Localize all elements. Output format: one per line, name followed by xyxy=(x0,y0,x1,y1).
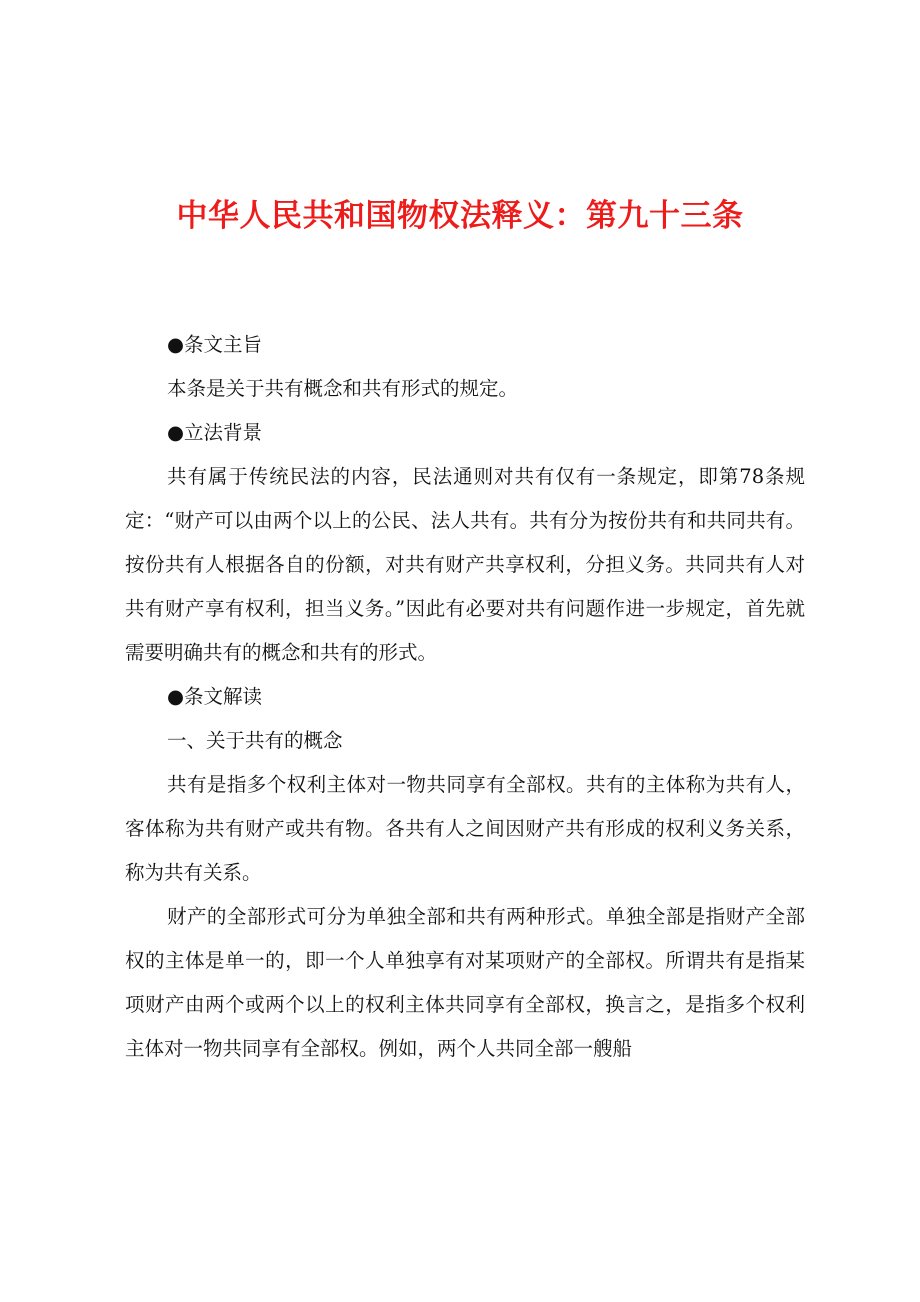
purpose-text: 本条是关于共有概念和共有形式的规定。 xyxy=(167,377,519,400)
section-heading-purpose: ●条文主旨 xyxy=(167,333,263,356)
section-heading-interpretation: ●条文解读 xyxy=(167,685,263,708)
ownership-forms-paragraph: 财产的全部形式可分为单独全部和共有两种形式。单独全部是指财产全部权的主体是单一的，即一个人单独享有对某项财产的全部权。所谓共有是指某项财产由两个或两个以上的权利主体共同享有全部权，换言之，是指多个权利主体对一物共同享有全部权。例如，两个人共同全部一艘船 xyxy=(125,905,805,1060)
concept-paragraph: 共有是指多个权利主体对一物共同享有全部权。共有的主体称为共有人，客体称为共有财产或共有物。各共有人之间因财产共有形成的权利义务关系，称为共有关系。 xyxy=(125,773,805,884)
document-title: 中华人民共和国物权法释义：第九十三条 xyxy=(176,198,744,234)
background-paragraph: 共有属于传统民法的内容，民法通则对共有仅有一条规定，即第78条规定：“财产可以由两个以上的公民、法人共有。共有分为按份共有和共同共有。按份共有人根据各自的份额，对共有财产共享权利，分担义务。共同共有人对共有财产享有权利，担当义务。”因此有必要对共有问题作进一步规定，首先就需要明确共有的概念和共有的形式。 xyxy=(125,465,805,664)
section-heading-background: ●立法背景 xyxy=(167,421,263,444)
sub-heading-concept: 一、关于共有的概念 xyxy=(167,729,343,752)
document-body xyxy=(125,323,805,1071)
